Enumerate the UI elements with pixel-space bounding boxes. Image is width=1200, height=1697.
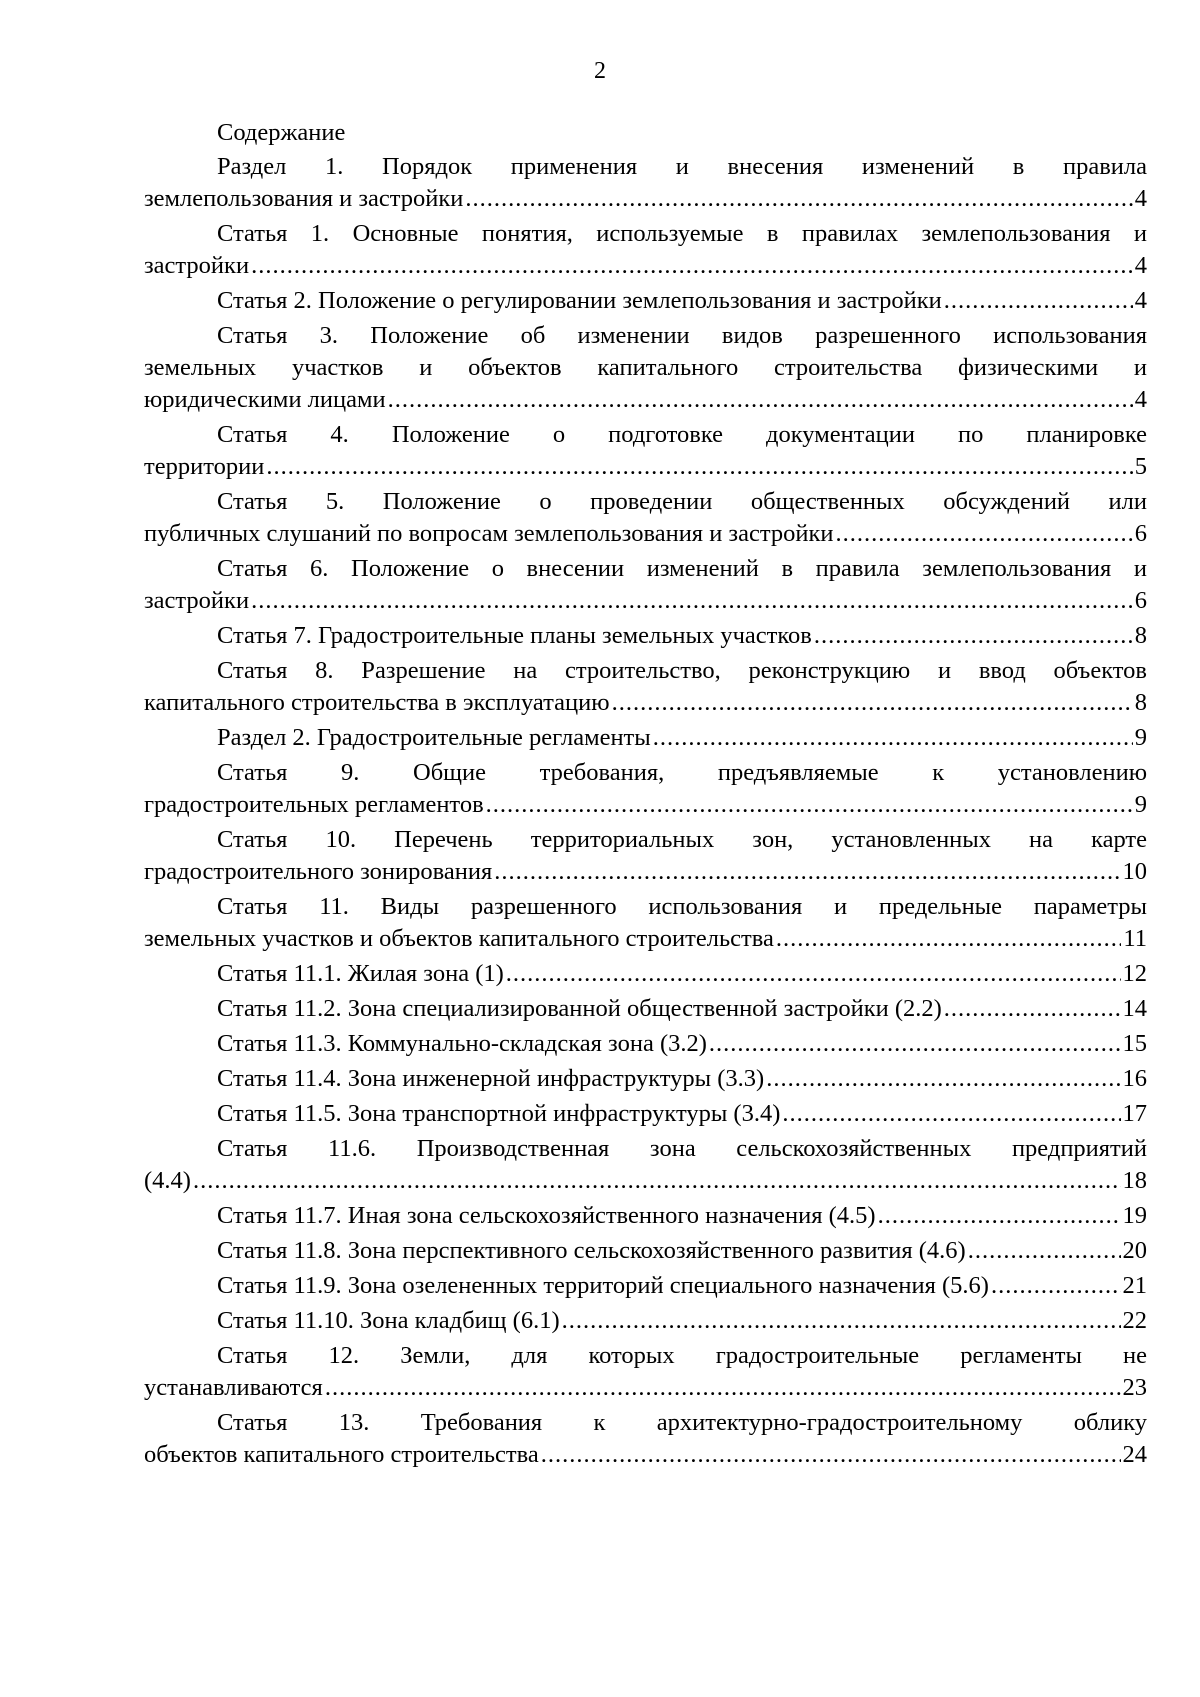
toc-entry-leader-line <box>144 856 1147 888</box>
toc-entry-title: Статья 11.2. Зона специализированной общественной застройки (2.2) <box>217 995 942 1022</box>
toc-entry-page: 18 <box>1122 1167 1147 1194</box>
toc-entry-leader-line <box>144 451 1147 483</box>
toc-entry-leader-line <box>144 1270 1147 1302</box>
toc-entry[interactable] <box>144 553 1147 620</box>
toc-entry-line: Раздел 1. Порядок применения и внесения изменений в правила <box>217 153 1147 180</box>
toc-entry[interactable] <box>144 320 1147 419</box>
toc-entry-title: градостроительных регламентов <box>144 791 484 818</box>
page-number: 2 <box>594 58 606 84</box>
dot-leader <box>251 585 1133 617</box>
toc-entry-leader-line <box>144 958 1147 990</box>
toc-entry-line: Статья 4. Положение о подготовке документации по планировке <box>217 421 1147 448</box>
toc-entry-line: земельных участков и объектов капитального строительства физическими и <box>144 354 1147 381</box>
dot-leader <box>494 856 1120 888</box>
toc-entry-page: 22 <box>1122 1307 1147 1334</box>
toc-entry-title: Статья 11.9. Зона озелененных территорий специального назначения (5.6) <box>217 1272 989 1299</box>
dot-leader <box>541 1439 1121 1471</box>
toc-entry[interactable] <box>144 1063 1147 1098</box>
toc-entry-title: территории <box>144 453 265 480</box>
toc-entry-title: застройки <box>144 587 250 614</box>
toc-entry-line: Статья 8. Разрешение на строительство, реконструкцию и ввод объектов <box>217 657 1147 684</box>
toc-entry-page: 8 <box>1134 689 1147 716</box>
toc-entry-line: Статья 12. Земли, для которых градостроительные регламенты не <box>217 1342 1147 1369</box>
toc-entry-leader-line <box>144 1439 1147 1471</box>
toc-entry-title: объектов капитального строительства <box>144 1441 539 1468</box>
toc-entry[interactable] <box>144 1407 1147 1474</box>
toc-entry-page: 21 <box>1122 1272 1147 1299</box>
toc-entry-title: Раздел 2. Градостроительные регламенты <box>217 724 651 751</box>
toc-entry[interactable] <box>144 824 1147 891</box>
toc-entry-page: 24 <box>1122 1441 1147 1468</box>
toc-entry-leader-line <box>144 585 1147 617</box>
toc-entry-line: Статья 11.6. Производственная зона сельскохозяйственных предприятий <box>217 1135 1147 1162</box>
toc-entry-leader-line <box>144 1372 1147 1404</box>
toc-entry-line: Статья 6. Положение о внесении изменений в правила землепользования и <box>217 555 1147 582</box>
toc-entry[interactable] <box>144 655 1147 722</box>
toc-entry-leader-line <box>144 285 1147 317</box>
toc-entry-page: 12 <box>1122 960 1147 987</box>
toc-entry-page: 4 <box>1134 252 1147 279</box>
toc-entry-leader-line <box>144 923 1147 955</box>
toc-entry-leader-line <box>144 1098 1147 1130</box>
toc-entry-line: Статья 5. Положение о проведении общественных обсуждений или <box>217 488 1147 515</box>
dot-leader <box>814 620 1133 652</box>
toc-entry-line: Статья 10. Перечень территориальных зон, установленных на карте <box>217 826 1147 853</box>
toc-entry-page: 14 <box>1122 995 1147 1022</box>
toc-entry[interactable] <box>144 722 1147 757</box>
toc-entry[interactable] <box>144 958 1147 993</box>
toc-entry-page: 4 <box>1134 386 1147 413</box>
toc-entry-leader-line <box>144 1028 1147 1060</box>
toc-entry-line: Статья 1. Основные понятия, используемые в правилах землепользования и <box>217 220 1147 247</box>
table-of-contents <box>144 115 1147 1474</box>
entry-spacer <box>144 1471 1147 1474</box>
toc-entry-leader-line <box>144 620 1147 652</box>
toc-entry-title: градостроительного зонирования <box>144 858 493 885</box>
toc-entry-page: 6 <box>1134 587 1147 614</box>
toc-entry-page: 6 <box>1134 520 1147 547</box>
dot-leader <box>836 518 1133 550</box>
dot-leader <box>266 451 1132 483</box>
toc-entry-leader-line <box>144 993 1147 1025</box>
toc-entry[interactable] <box>144 1200 1147 1235</box>
dot-leader <box>486 789 1133 821</box>
toc-entry-leader-line <box>144 384 1147 416</box>
toc-entry-title: юридическими лицами <box>144 386 386 413</box>
toc-entry-title: застройки <box>144 252 250 279</box>
toc-entry[interactable] <box>144 1028 1147 1063</box>
toc-entry-line: Статья 9. Общие требования, предъявляемые к установлению <box>217 759 1147 786</box>
dot-leader <box>562 1305 1121 1337</box>
dot-leader <box>465 183 1132 215</box>
toc-entry-title: (4.4) <box>144 1167 191 1194</box>
toc-entry[interactable] <box>144 218 1147 285</box>
dot-leader <box>776 923 1122 955</box>
toc-entry-title: Статья 11.7. Иная зона сельскохозяйственного назначения (4.5) <box>217 1202 876 1229</box>
toc-entry-leader-line <box>144 1235 1147 1267</box>
toc-entry-page: 9 <box>1134 724 1147 751</box>
toc-entry-page: 16 <box>1122 1065 1147 1092</box>
toc-entry-title: Статья 11.10. Зона кладбищ (6.1) <box>217 1307 560 1334</box>
toc-entry-page: 9 <box>1134 791 1147 818</box>
toc-entry-title: земельных участков и объектов капитального строительства <box>144 925 774 952</box>
dot-leader <box>653 722 1133 754</box>
toc-entry[interactable] <box>144 757 1147 824</box>
dot-leader <box>251 250 1133 282</box>
toc-entry-title: капитального строительства в эксплуатацию <box>144 689 610 716</box>
toc-entry-line: Статья 3. Положение об изменении видов разрешенного использования <box>217 322 1147 349</box>
toc-entry[interactable] <box>144 1270 1147 1305</box>
dot-leader <box>506 958 1121 990</box>
toc-entry[interactable] <box>144 891 1147 958</box>
dot-leader <box>944 993 1121 1025</box>
toc-entry-leader-line <box>144 1305 1147 1337</box>
dot-leader <box>991 1270 1121 1302</box>
toc-entry-title: Статья 11.8. Зона перспективного сельскохозяйственного развития (4.6) <box>217 1237 966 1264</box>
toc-entry-title: землепользования и застройки <box>144 185 464 212</box>
toc-entry[interactable] <box>144 1235 1147 1270</box>
toc-entry-title: Статья 7. Градостроительные планы земельных участков <box>217 622 812 649</box>
toc-heading: Содержание <box>217 119 346 146</box>
toc-entry-leader-line <box>144 722 1147 754</box>
dot-leader <box>968 1235 1121 1267</box>
toc-entry-title: Статья 2. Положение о регулировании землепользования и застройки <box>217 287 942 314</box>
toc-entry-page: 11 <box>1123 925 1147 952</box>
toc-entry[interactable] <box>144 1133 1147 1200</box>
dot-leader <box>325 1372 1121 1404</box>
toc-entry[interactable] <box>144 486 1147 553</box>
toc-entry-leader-line <box>144 1200 1147 1232</box>
toc-entry-leader-line <box>144 518 1147 550</box>
toc-entry-title: Статья 11.4. Зона инженерной инфраструктуры (3.3) <box>217 1065 765 1092</box>
toc-entry-title: устанавливаются <box>144 1374 323 1401</box>
dot-leader <box>193 1165 1121 1197</box>
dot-leader <box>612 687 1133 719</box>
toc-entry-leader-line <box>144 1063 1147 1095</box>
toc-entry-title: публичных слушаний по вопросам землепользования и застройки <box>144 520 834 547</box>
toc-entry-page: 20 <box>1122 1237 1147 1264</box>
dot-leader <box>782 1098 1120 1130</box>
toc-entry-leader-line <box>144 183 1147 215</box>
toc-entries <box>144 151 1147 1474</box>
toc-entry-title: Статья 11.1. Жилая зона (1) <box>217 960 504 987</box>
toc-entry[interactable] <box>144 151 1147 218</box>
toc-entry-leader-line <box>144 250 1147 282</box>
toc-entry-leader-line <box>144 1165 1147 1197</box>
toc-entry[interactable] <box>144 993 1147 1028</box>
toc-entry-page: 10 <box>1122 858 1147 885</box>
toc-entry-leader-line <box>144 789 1147 821</box>
toc-entry[interactable] <box>144 285 1147 320</box>
toc-entry-page: 4 <box>1134 185 1147 212</box>
toc-entry-page: 4 <box>1134 287 1147 314</box>
toc-entry-line: Статья 13. Требования к архитектурно-градостроительному облику <box>217 1409 1147 1436</box>
toc-entry-title: Статья 11.5. Зона транспортной инфраструктуры (3.4) <box>217 1100 781 1127</box>
dot-leader <box>766 1063 1120 1095</box>
toc-entry-page: 15 <box>1122 1030 1147 1057</box>
dot-leader <box>709 1028 1121 1060</box>
toc-entry[interactable] <box>144 1340 1147 1407</box>
dot-leader <box>388 384 1133 416</box>
dot-leader <box>878 1200 1121 1232</box>
toc-entry-page: 8 <box>1134 622 1147 649</box>
toc-entry-leader-line <box>144 687 1147 719</box>
toc-entry[interactable] <box>144 419 1147 486</box>
toc-entry-page: 17 <box>1122 1100 1147 1127</box>
toc-entry[interactable] <box>144 620 1147 655</box>
toc-entry-title: Статья 11.3. Коммунально-складская зона (3.2) <box>217 1030 707 1057</box>
toc-entry-page: 5 <box>1134 453 1147 480</box>
toc-entry-page: 19 <box>1122 1202 1147 1229</box>
toc-entry[interactable] <box>144 1305 1147 1340</box>
toc-entry-line: Статья 11. Виды разрешенного использования и предельные параметры <box>217 893 1147 920</box>
toc-entry-page: 23 <box>1122 1374 1147 1401</box>
toc-entry[interactable] <box>144 1098 1147 1133</box>
dot-leader <box>944 285 1133 317</box>
